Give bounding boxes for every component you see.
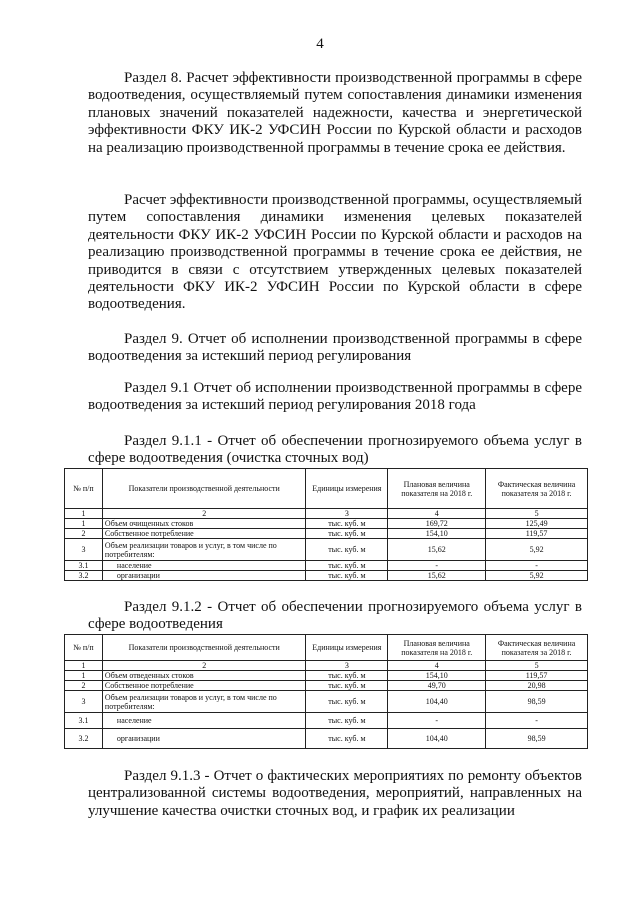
cell-indicator: Собственное потребление — [102, 681, 306, 691]
cell-plan: 169,72 — [388, 519, 486, 529]
cell-number: 3.1 — [65, 561, 103, 571]
table-row — [65, 529, 588, 539]
table-row — [65, 671, 588, 681]
cell-unit: тыс. куб. м — [306, 561, 388, 571]
col-plan-header: Плановая величина показателя на 2018 г. — [388, 469, 486, 509]
cell-number: 2 — [65, 681, 103, 691]
col-unit-header: Единицы измерения — [306, 635, 388, 661]
table-row — [65, 539, 588, 561]
cell-fact: 98,59 — [486, 729, 588, 749]
cell-plan: 154,10 — [388, 529, 486, 539]
section-9-1-3 — [88, 768, 582, 820]
cell-number: 2 — [65, 529, 103, 539]
table-row — [65, 519, 588, 529]
section-9-1 — [88, 380, 582, 415]
cell-indicator: Объем реализации товаров и услуг, в том числе по потребителям: — [102, 691, 306, 713]
cell-number: 1 — [65, 671, 103, 681]
cell-fact: 5 — [486, 661, 588, 671]
cell-number: 1 — [65, 519, 103, 529]
col-number-header: № п/п — [65, 635, 103, 661]
cell-number: 3.2 — [65, 571, 103, 581]
table-header-row — [65, 635, 588, 661]
table-header-row — [65, 469, 588, 509]
cell-plan: 104,40 — [388, 729, 486, 749]
cell-plan: 4 — [388, 509, 486, 519]
section-9-1-2-heading: Раздел 9.1.2 - Отчет об обеспечении прогнозируемого объема услуг в сфере водоотведения — [88, 599, 582, 633]
cell-fact: 98,59 — [486, 691, 588, 713]
cell-fact: 119,57 — [486, 529, 588, 539]
cell-indicator: 2 — [102, 509, 306, 519]
section-9-1-1-heading: Раздел 9.1.1 - Отчет об обеспечении прогнозируемого объема услуг в сфере водоотведения (очистка сточных вод) — [88, 433, 582, 467]
cell-fact: 20,98 — [486, 681, 588, 691]
section-9-1-heading: Раздел 9.1 Отчет об исполнении производственной программы в сфере водоотведения за истекший период регулирования 2018 года — [88, 380, 582, 414]
section-9-heading: Раздел 9. Отчет об исполнении производственной программы в сфере водоотведения за истекший период регулирования — [88, 331, 582, 365]
cell-number: 3.1 — [65, 713, 103, 729]
table-row — [65, 561, 588, 571]
table-row — [65, 729, 588, 749]
col-fact-header: Фактическая величина показателя за 2018 г. — [486, 635, 588, 661]
cell-indicator: Собственное потребление — [102, 529, 306, 539]
cell-unit: тыс. куб. м — [306, 691, 388, 713]
cell-indicator: организации — [102, 571, 306, 581]
col-number-header: № п/п — [65, 469, 103, 509]
cell-plan: - — [388, 713, 486, 729]
cell-unit: тыс. куб. м — [306, 571, 388, 581]
table-row — [65, 509, 588, 519]
section-8-text — [88, 192, 582, 314]
cell-plan: 4 — [388, 661, 486, 671]
table-row — [65, 661, 588, 671]
cell-plan: 104,40 — [388, 691, 486, 713]
table-row — [65, 681, 588, 691]
section-8-body: Расчет эффективности производственной программы, осуществляемый путем сопоставления динамики изменения целевых показателей деятельности ФКУ ИК-2 УФСИН России по Курской области и расходов на реализацию производственной программы в течение срока ее действия, не приводится в связи с отсутствием утвержденных целевых показателей деятельности ФКУ ИК-2 УФСИН России по Курской области в сфере водоотведения. — [88, 192, 582, 313]
cell-plan: 154,10 — [388, 671, 486, 681]
cell-unit: тыс. куб. м — [306, 713, 388, 729]
cell-number: 3.2 — [65, 729, 103, 749]
table-row — [65, 713, 588, 729]
cell-unit: тыс. куб. м — [306, 529, 388, 539]
cell-number: 3 — [65, 539, 103, 561]
cell-fact: - — [486, 713, 588, 729]
page-number: 4 — [316, 36, 324, 52]
cell-number: 1 — [65, 661, 103, 671]
cell-plan: 15,62 — [388, 539, 486, 561]
cell-fact: 5 — [486, 509, 588, 519]
cell-unit: тыс. куб. м — [306, 539, 388, 561]
cell-number: 1 — [65, 509, 103, 519]
cell-indicator: Объем отведенных стоков — [102, 671, 306, 681]
cell-unit: 3 — [306, 509, 388, 519]
cell-fact: 5,92 — [486, 539, 588, 561]
col-indicator-header: Показатели производственной деятельности — [102, 635, 306, 661]
cell-plan: 49,70 — [388, 681, 486, 691]
section-9-1-2 — [88, 599, 582, 634]
col-plan-header: Плановая величина показателя на 2018 г. — [388, 635, 486, 661]
section-8-heading: Раздел 8. Расчет эффективности производственной программы в сфере водоотведения, осуществляемый путем сопоставления динамики изменения плановых значений показателей надежности, качества и энергетической эффективности ФКУ ИК-2 УФСИН России по Курской области и расходов на реализацию производственной программы в течение срока ее действия. — [88, 70, 582, 156]
table-row — [65, 691, 588, 713]
cell-indicator: организации — [102, 729, 306, 749]
cell-indicator: население — [102, 561, 306, 571]
table-wastewater-disposal — [64, 634, 588, 749]
section-8 — [88, 70, 582, 157]
col-unit-header: Единицы измерения — [306, 469, 388, 509]
cell-fact: 119,57 — [486, 671, 588, 681]
cell-fact: 125,49 — [486, 519, 588, 529]
cell-indicator: Объем реализации товаров и услуг, в том числе по потребителям: — [102, 539, 306, 561]
cell-indicator: 2 — [102, 661, 306, 671]
cell-unit: тыс. куб. м — [306, 681, 388, 691]
cell-unit: тыс. куб. м — [306, 519, 388, 529]
col-fact-header: Фактическая величина показателя за 2018 г. — [486, 469, 588, 509]
cell-plan: 15,62 — [388, 571, 486, 581]
cell-indicator: население — [102, 713, 306, 729]
table-water-treatment — [64, 468, 588, 581]
section-9-1-3-heading: Раздел 9.1.3 - Отчет о фактических мероприятиях по ремонту объектов централизованной системы водоотведения, мероприятий, направленных на улучшение качества очистки сточных вод, и график их реализации — [88, 768, 582, 819]
cell-unit: 3 — [306, 661, 388, 671]
section-9-1-1 — [88, 433, 582, 468]
cell-fact: - — [486, 561, 588, 571]
cell-indicator: Объем очищенных стоков — [102, 519, 306, 529]
section-9 — [88, 331, 582, 366]
cell-fact: 5,92 — [486, 571, 588, 581]
cell-number: 3 — [65, 691, 103, 713]
cell-unit: тыс. куб. м — [306, 729, 388, 749]
col-indicator-header: Показатели производственной деятельности — [102, 469, 306, 509]
cell-unit: тыс. куб. м — [306, 671, 388, 681]
table-row — [65, 571, 588, 581]
cell-plan: - — [388, 561, 486, 571]
